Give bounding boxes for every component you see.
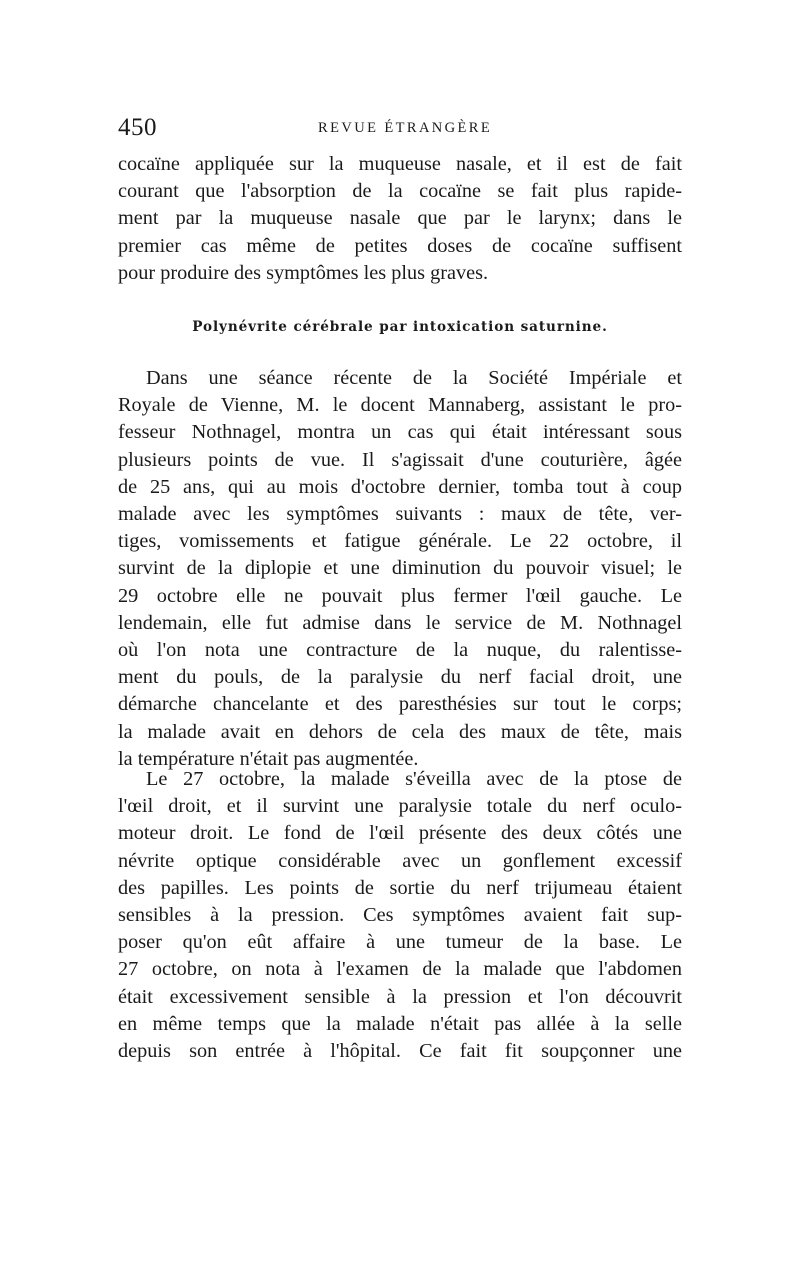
text-line: Le 27 octobre, la malade s'éveilla avec de la ptose de	[146, 768, 682, 790]
text-line: plusieurs points de vue. Il s'agissait d'une couturière, âgée	[118, 448, 682, 471]
section-heading: Polynévrite cérébrale par intoxication saturnine.	[192, 319, 608, 335]
running-head	[118, 112, 682, 144]
text-line: courant que l'absorption de la cocaïne se fait plus rapide-	[118, 180, 682, 203]
intro-paragraph	[118, 151, 682, 287]
text-line: des papilles. Les points de sortie du nerf trijumeau étaient	[118, 876, 682, 899]
text-line: pour produire des symptômes les plus graves.	[118, 261, 489, 284]
text-line: Royale de Vienne, M. le docent Mannaberg, assistant le pro-	[118, 394, 682, 417]
text-line: moteur droit. Le fond de l'œil présente des deux côtés une	[118, 822, 682, 845]
text-line: la température n'était pas augmentée.	[118, 747, 419, 770]
text-line: sensibles à la pression. Ces symptômes avaient fait sup-	[118, 904, 682, 927]
text-line: ment du pouls, de la paralysie du nerf facial droit, une	[118, 666, 682, 689]
text-line: depuis son entrée à l'hôpital. Ce fait fit soupçonner une	[118, 1040, 682, 1063]
section-paragraph-1	[118, 365, 682, 773]
text-line: 29 octobre elle ne pouvait plus fermer l'œil gauche. Le	[118, 584, 682, 607]
text-line: 27 octobre, on nota à l'examen de la malade que l'abdomen	[118, 958, 682, 981]
text-line: de 25 ans, qui au mois d'octobre dernier, tomba tout à coup	[118, 475, 682, 498]
text-line: lendemain, elle fut admise dans le service de M. Nothnagel	[118, 611, 682, 634]
text-line: tiges, vomissements et fatigue générale. Le 22 octobre, il	[118, 530, 682, 553]
text-line: premier cas même de petites doses de cocaïne suffisent	[118, 234, 682, 257]
text-line: en même temps que la malade n'était pas allée à la selle	[118, 1012, 682, 1035]
text-line: survint de la diplopie et une diminution du pouvoir visuel; le	[118, 557, 682, 580]
journal-title: REVUE ÉTRANGÈRE	[318, 120, 493, 136]
text-line: la malade avait en dehors de cela des maux de tête, mais	[118, 720, 682, 743]
text-line: cocaïne appliquée sur la muqueuse nasale, et il est de fait	[118, 153, 682, 175]
text-line: était excessivement sensible à la pression et l'on découvrit	[118, 985, 682, 1008]
text-line: Dans une séance récente de la Société Impériale et	[146, 367, 682, 389]
text-line: l'œil droit, et il survint une paralysie totale du nerf oculo-	[118, 795, 682, 818]
text-line: démarche chancelante et des paresthésies sur tout le corps;	[118, 693, 682, 716]
text-line: poser qu'on eût affaire à une tumeur de la base. Le	[118, 931, 682, 954]
text-line: malade avec les symptômes suivants : maux de tête, ver-	[118, 503, 682, 526]
text-line: ment par la muqueuse nasale que par le larynx; dans le	[118, 207, 682, 230]
text-line: où l'on nota une contracture de la nuque, du ralentisse-	[118, 639, 682, 662]
text-line: fesseur Nothnagel, montra un cas qui était intéressant sous	[118, 421, 682, 444]
page-number: 450	[118, 114, 157, 141]
section-paragraph-2	[118, 766, 682, 1065]
text-line: névrite optique considérable avec un gonflement excessif	[118, 849, 682, 872]
